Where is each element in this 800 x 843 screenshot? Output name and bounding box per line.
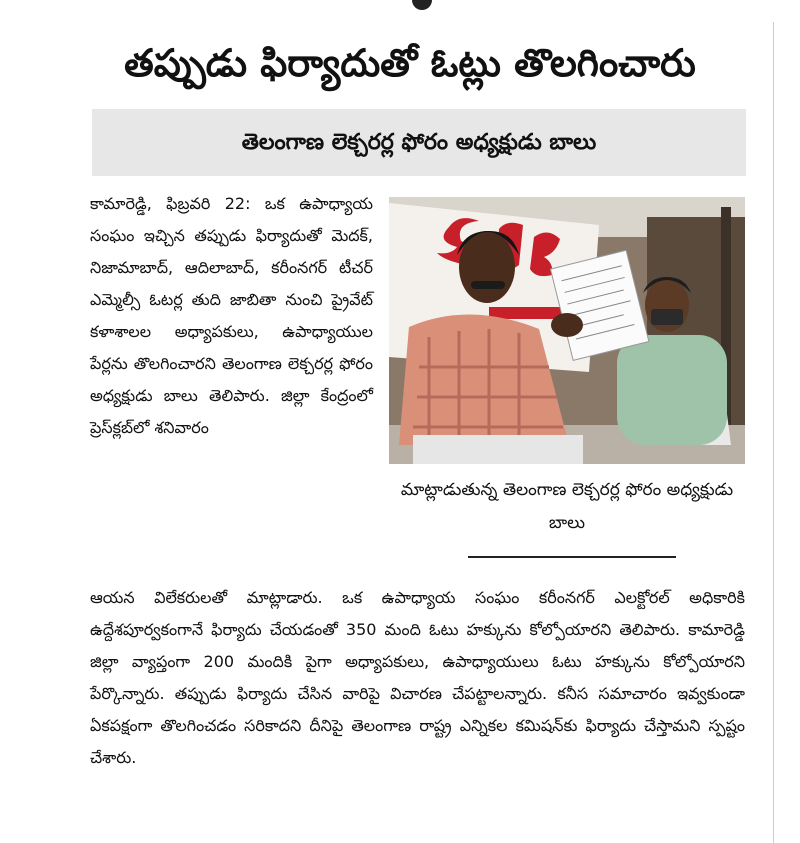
subheadline-bar: [92, 109, 746, 176]
column-marker-dot: [412, 0, 432, 10]
article-headline: తప్పుడు ఫిర్యాదుతో ఓట్లు తొలగించారు: [124, 41, 696, 85]
second-person-shirt: [617, 335, 727, 445]
article-body-column: కామారెడ్డి, ఫిబ్రవరి 22: ఒక ఉపాధ్యాయ సంఘం ఇచ్చిన తప్పుడు ఫిర్యాదుతో మెదక్, నిజామాబాద్, ఆదిలాబాద్, కరీంనగర్ టీచర్ ఎమ్మెల్సీ ఓటర్ల తుది జాబితా నుంచి ప్రైవేట్ కళాశాలల అధ్యాపకులు, ఉపాధ్యాయుల పేర్లను తొలగించారని తెలంగాణ లెక్చరర్ల ఫోరం అధ్యక్షుడు బాలు తెలిపారు. జిల్లా కేంద్రంలో ప్రెస్‌క్లబ్‌లో శనివారం: [90, 194, 373, 437]
article-body-full-width: ఆయన విలేకరులతో మాట్లాడారు. ఒక ఉపాధ్యాయ సంఘం కరీంనగర్ ఎలక్టోరల్ అధికారికి ఉద్దేశపూర్వకంగానే ఫిర్యాదు చేయడంతో 350 మంది ఓటు హక్కును కోల్పోయారని తెలిపారు. కామారెడ్డి జిల్లా వ్యాప్తంగా 200 మందికి పైగా అధ్యాపకులు, ఉపాధ్యాయులు ఓటు హక్కును కోల్పోయారని పేర్కొన్నారు. తప్పుడు ఫిర్యాదు చేసిన వారిపై విచారణ చేపట్టాలన్నారు. కనీస సమాచారం ఇవ్వకుండా ఏకపక్షంగా తొలగించడం సరికాదని దీనిపై తెలంగాణ రాష్ట్ర ఎన్నికల కమిషన్‌కు ఫిర్యాదు చేస్తామని స్పష్టం చేశారు.: [90, 588, 745, 767]
article-photo: [389, 197, 745, 464]
right-margin-rule: [773, 22, 774, 843]
photo-illustration: [389, 197, 745, 464]
article-subheadline: తెలంగాణ లెక్చరర్ల ఫోరం అధ్యక్షుడు బాలు: [241, 130, 597, 155]
photo-caption: మాట్లాడుతున్న తెలంగాణ లెక్చరర్ల ఫోరం అధ్యక్షుడు బాలు: [400, 480, 734, 533]
caption-underline: [468, 556, 676, 558]
